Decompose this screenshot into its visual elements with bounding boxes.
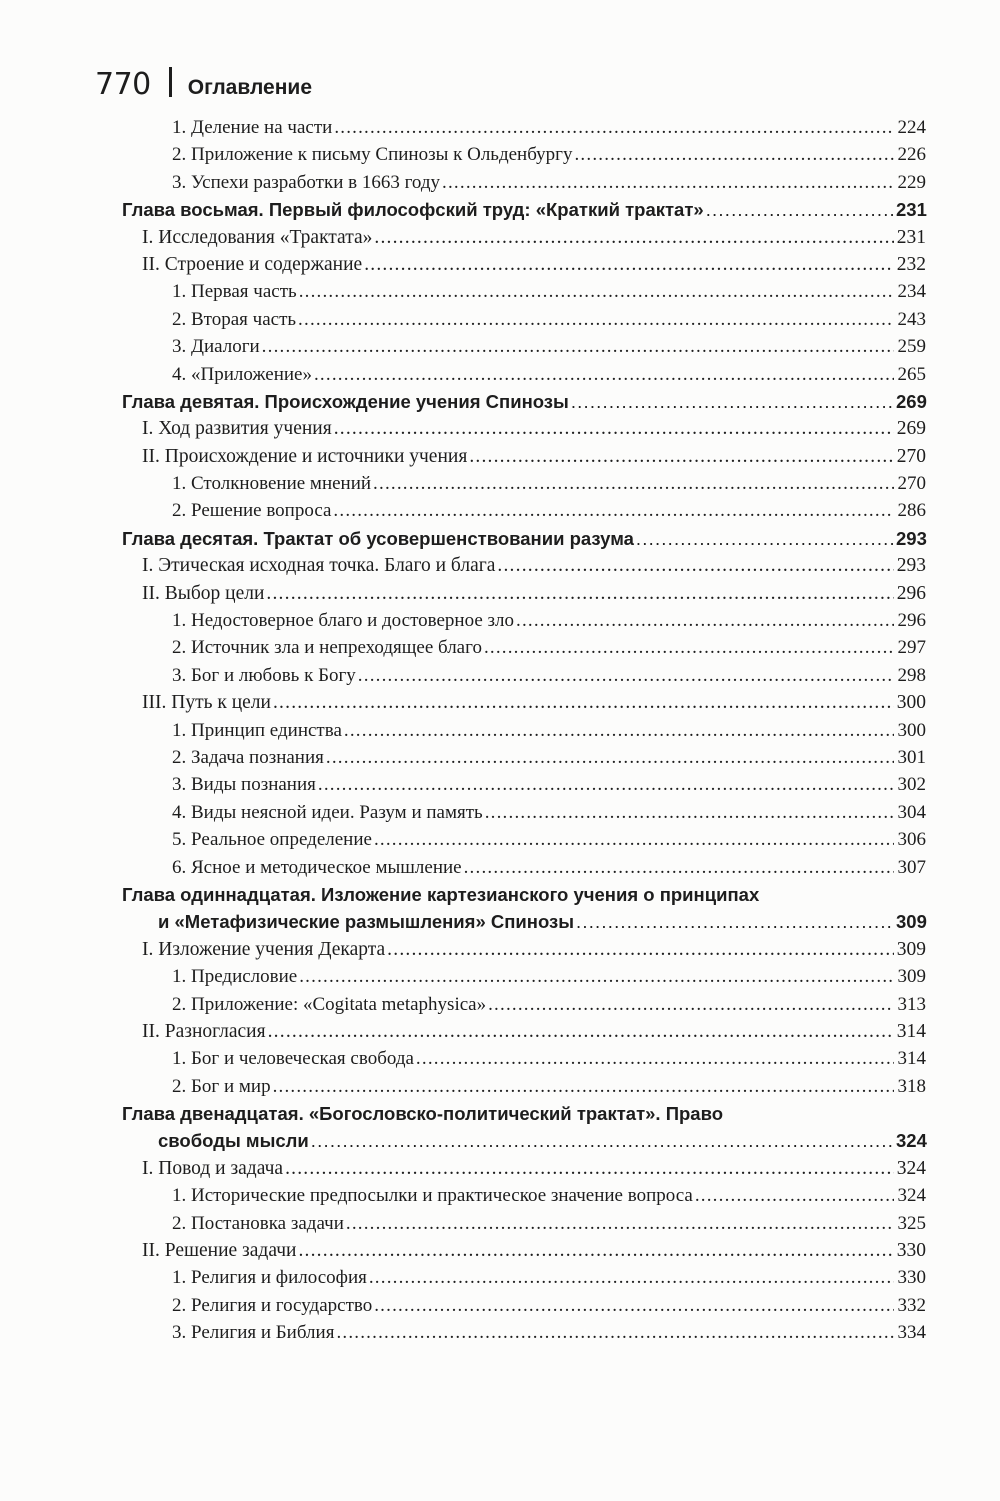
- dot-leader: [298, 1237, 894, 1264]
- toc-subsection-entry[interactable]: [0, 497, 1000, 524]
- dot-leader: [262, 333, 894, 360]
- toc-page-number: 298: [897, 664, 926, 686]
- dot-leader: [333, 497, 894, 524]
- toc-page-number: 309: [896, 938, 926, 960]
- dot-leader: [336, 1319, 894, 1346]
- dot-leader: [318, 771, 894, 798]
- toc-entry-title: 1. Исторические предпосылки и практическое значение вопроса: [172, 1185, 693, 1207]
- toc-page-number: 231: [896, 226, 926, 248]
- dot-leader: [374, 826, 894, 853]
- dot-leader: [334, 114, 894, 141]
- toc-subsection-entry[interactable]: [0, 1264, 1000, 1291]
- toc-chapter-entry[interactable]: [0, 1127, 1000, 1154]
- toc-subsection-entry[interactable]: [0, 1292, 1000, 1319]
- toc-subsection-entry[interactable]: [0, 1210, 1000, 1237]
- toc-chapter-entry[interactable]: [0, 1100, 1000, 1127]
- toc-page-number: 324: [897, 1185, 926, 1207]
- toc-subsection-entry[interactable]: [0, 1182, 1000, 1209]
- toc-chapter-entry[interactable]: [0, 881, 1000, 908]
- toc-entry-title: 1. Столкновение мнений: [172, 473, 372, 495]
- dot-leader: [636, 525, 894, 552]
- toc-entry-title: 4. «Приложение»: [172, 363, 312, 385]
- toc-entry-title: Глава двенадцатая. «Богословско-политический трактат». Право: [122, 1103, 724, 1125]
- toc-entry-title: 2. Вторая часть: [172, 308, 297, 330]
- toc-entry-title: 2. Религия и государство: [172, 1294, 373, 1316]
- toc-entry-title: и «Метафизические размышления» Спинозы: [158, 911, 575, 933]
- toc-entry-title: 3. Диалоги: [172, 336, 260, 358]
- toc-subsection-entry[interactable]: [0, 607, 1000, 634]
- toc-subsection-entry[interactable]: [0, 1319, 1000, 1346]
- dot-leader: [346, 1210, 894, 1237]
- toc-page-number: 297: [897, 637, 926, 659]
- toc-entry-title: 1. Недостоверное благо и достоверное зло: [172, 610, 514, 632]
- toc-section-entry[interactable]: [0, 936, 1000, 963]
- toc-entry-title: 3. Религия и Библия: [172, 1322, 335, 1344]
- toc-page-number: 324: [896, 1130, 927, 1152]
- toc-page-number: 307: [897, 856, 926, 878]
- dot-leader: [464, 854, 894, 881]
- dot-leader: [358, 662, 894, 689]
- dot-leader: [374, 224, 894, 251]
- toc-entry-title: II. Выбор цели: [142, 582, 265, 604]
- toc-subsection-entry[interactable]: [0, 169, 1000, 196]
- toc-entry-title: 3. Успехи разработки в 1663 году: [172, 171, 441, 193]
- toc-entry-title: II. Происхождение и источники учения: [142, 445, 468, 467]
- toc-section-entry[interactable]: [0, 1155, 1000, 1182]
- dot-leader: [326, 744, 894, 771]
- toc-subsection-entry[interactable]: [0, 470, 1000, 497]
- running-title: Оглавление: [187, 76, 312, 99]
- toc-page-number: 296: [897, 610, 926, 632]
- toc-page-number: 229: [897, 171, 926, 193]
- toc-chapter-entry[interactable]: [0, 196, 1000, 223]
- toc-subsection-entry[interactable]: [0, 141, 1000, 168]
- dot-leader: [373, 470, 894, 497]
- dot-leader: [574, 141, 894, 168]
- dot-leader: [488, 991, 894, 1018]
- toc-subsection-entry[interactable]: [0, 771, 1000, 798]
- dot-leader: [497, 552, 894, 579]
- dot-leader: [266, 580, 894, 607]
- dot-leader: [273, 1073, 894, 1100]
- toc-subsection-entry[interactable]: [0, 306, 1000, 333]
- toc-subsection-entry[interactable]: [0, 278, 1000, 305]
- toc-page-number: 301: [897, 746, 926, 768]
- toc-entry-title: Глава десятая. Трактат об усовершенствовании разума: [122, 527, 634, 549]
- dot-leader: [334, 415, 894, 442]
- toc-entry-title: I. Изложение учения Декарта: [142, 938, 386, 960]
- dot-leader: [469, 443, 894, 470]
- toc-entry-title: 1. Религия и философия: [172, 1267, 367, 1289]
- toc-page-number: 304: [897, 801, 926, 823]
- toc-page-number: 296: [896, 582, 926, 604]
- toc-entry-title: 3. Виды познания: [172, 774, 316, 796]
- toc-page-number: 306: [897, 829, 926, 851]
- toc-entry-title: 1. Предисловие: [172, 966, 298, 988]
- page-number: 770: [95, 67, 151, 102]
- toc-subsection-entry[interactable]: [0, 717, 1000, 744]
- toc-page-number: 325: [897, 1212, 926, 1234]
- dot-leader: [273, 689, 894, 716]
- toc-page-number: 269: [896, 418, 926, 440]
- dot-leader: [387, 936, 894, 963]
- toc-section-entry[interactable]: [0, 224, 1000, 251]
- toc-entry-title: I. Исследования «Трактата»: [142, 226, 373, 248]
- toc-page-number: 314: [897, 1048, 926, 1070]
- toc-subsection-entry[interactable]: [0, 799, 1000, 826]
- toc-subsection-entry[interactable]: [0, 963, 1000, 990]
- dot-leader: [516, 607, 894, 634]
- toc-entry-title: 4. Виды неясной идеи. Разум и память: [172, 801, 483, 823]
- dot-leader: [695, 1182, 894, 1209]
- toc-section-entry[interactable]: [0, 1018, 1000, 1045]
- toc-page-number: 318: [897, 1075, 926, 1097]
- toc-page-number: 300: [896, 692, 926, 714]
- toc-page-number: 286: [897, 500, 926, 522]
- dot-leader: [571, 388, 894, 415]
- toc-page-number: 270: [897, 473, 926, 495]
- toc-subsection-entry[interactable]: [0, 854, 1000, 881]
- dot-leader: [311, 1127, 894, 1154]
- toc-page-number: 293: [896, 555, 926, 577]
- toc-page-number: 293: [896, 527, 927, 549]
- toc-subsection-entry[interactable]: [0, 1045, 1000, 1072]
- toc-page-number: 243: [897, 308, 926, 330]
- dot-leader: [576, 908, 894, 935]
- dot-leader: [298, 306, 894, 333]
- toc-page-number: 332: [897, 1294, 926, 1316]
- toc-page-number: 234: [897, 281, 926, 303]
- toc-page-number: 259: [897, 336, 926, 358]
- toc-page-number: 232: [896, 253, 926, 275]
- toc-section-entry[interactable]: [0, 1237, 1000, 1264]
- dot-leader: [299, 278, 894, 305]
- table-of-contents: [0, 114, 1000, 1347]
- toc-subsection-entry[interactable]: [0, 744, 1000, 771]
- toc-entry-title: 2. Приложение: «Cogitata metaphysica»: [172, 993, 487, 1015]
- toc-entry-title: 2. Решение вопроса: [172, 500, 332, 522]
- toc-chapter-entry[interactable]: [0, 908, 1000, 935]
- toc-entry-title: II. Разногласия: [142, 1020, 266, 1042]
- toc-subsection-entry[interactable]: [0, 991, 1000, 1018]
- toc-entry-title: 5. Реальное определение: [172, 829, 372, 851]
- running-header: [95, 64, 312, 108]
- dot-leader: [314, 361, 894, 388]
- toc-page-number: 330: [896, 1240, 926, 1262]
- toc-subsection-entry[interactable]: [0, 662, 1000, 689]
- dot-leader: [285, 1155, 894, 1182]
- dot-leader: [442, 169, 894, 196]
- toc-entry-title: II. Строение и содержание: [142, 253, 363, 275]
- toc-entry-title: 1. Бог и человеческая свобода: [172, 1048, 414, 1070]
- toc-page-number: 334: [897, 1322, 926, 1344]
- toc-section-entry[interactable]: [0, 251, 1000, 278]
- toc-entry-title: Глава одиннадцатая. Изложение картезианского учения о принципах: [122, 883, 760, 905]
- toc-entry-title: II. Решение задачи: [142, 1240, 297, 1262]
- toc-entry-title: 2. Бог и мир: [172, 1075, 271, 1097]
- toc-subsection-entry[interactable]: [0, 361, 1000, 388]
- toc-entry-title: I. Повод и задача: [142, 1157, 284, 1179]
- toc-page-number: 309: [896, 911, 927, 933]
- toc-section-entry[interactable]: [0, 552, 1000, 579]
- dot-leader: [369, 1264, 894, 1291]
- toc-page-number: 270: [896, 445, 926, 467]
- toc-section-entry[interactable]: [0, 689, 1000, 716]
- toc-entry-title: 1. Деление на части: [172, 117, 333, 138]
- toc-page-number: 231: [896, 199, 927, 221]
- toc-entry-title: 1. Принцип единства: [172, 719, 342, 741]
- dot-leader: [416, 1045, 894, 1072]
- toc-section-entry[interactable]: [0, 580, 1000, 607]
- dot-leader: [344, 717, 894, 744]
- toc-entry-title: свободы мысли: [158, 1130, 309, 1152]
- toc-subsection-entry[interactable]: [0, 634, 1000, 661]
- header-separator: [169, 67, 172, 97]
- dot-leader: [485, 799, 894, 826]
- toc-entry-title: I. Ход развития учения: [142, 418, 332, 440]
- toc-section-entry[interactable]: [0, 443, 1000, 470]
- toc-entry-title: 2. Источник зла и непреходящее благо: [172, 637, 482, 659]
- toc-page-number: 313: [897, 993, 926, 1015]
- toc-entry-title: 1. Первая часть: [172, 281, 297, 303]
- toc-page-number: 269: [896, 390, 927, 412]
- toc-section-entry[interactable]: [0, 415, 1000, 442]
- toc-page-number: 224: [897, 117, 926, 138]
- toc-entry-title: 2. Задача познания: [172, 746, 324, 768]
- toc-chapter-entry[interactable]: [0, 388, 1000, 415]
- toc-entry-title: 6. Ясное и методическое мышление: [172, 856, 462, 878]
- toc-subsection-entry[interactable]: [0, 333, 1000, 360]
- toc-page-number: 330: [897, 1267, 926, 1289]
- toc-page-number: 324: [896, 1157, 926, 1179]
- toc-page-number: 265: [897, 363, 926, 385]
- toc-subsection-entry[interactable]: [0, 114, 1000, 141]
- dot-leader: [374, 1292, 894, 1319]
- dot-leader: [364, 251, 894, 278]
- toc-page-number: 226: [897, 144, 926, 166]
- toc-page-number: 300: [897, 719, 926, 741]
- toc-chapter-entry[interactable]: [0, 525, 1000, 552]
- toc-subsection-entry[interactable]: [0, 826, 1000, 853]
- dot-leader: [706, 196, 894, 223]
- dot-leader: [484, 634, 894, 661]
- toc-page-number: 314: [896, 1020, 926, 1042]
- toc-entry-title: Глава девятая. Происхождение учения Спинозы: [122, 390, 569, 412]
- toc-subsection-entry[interactable]: [0, 1073, 1000, 1100]
- dot-leader: [268, 1018, 894, 1045]
- dot-leader: [299, 963, 894, 990]
- toc-entry-title: 2. Приложение к письму Спинозы к Ольденбургу: [172, 144, 573, 166]
- toc-entry-title: I. Этическая исходная точка. Благо и блага: [142, 555, 496, 577]
- toc-entry-title: 2. Постановка задачи: [172, 1212, 344, 1234]
- toc-page-number: 309: [897, 966, 926, 988]
- toc-entry-title: Глава восьмая. Первый философский труд: «Краткий трактат»: [122, 199, 704, 221]
- toc-page-number: 302: [897, 774, 926, 796]
- toc-entry-title: III. Путь к цели: [142, 692, 271, 714]
- toc-entry-title: 3. Бог и любовь к Богу: [172, 664, 356, 686]
